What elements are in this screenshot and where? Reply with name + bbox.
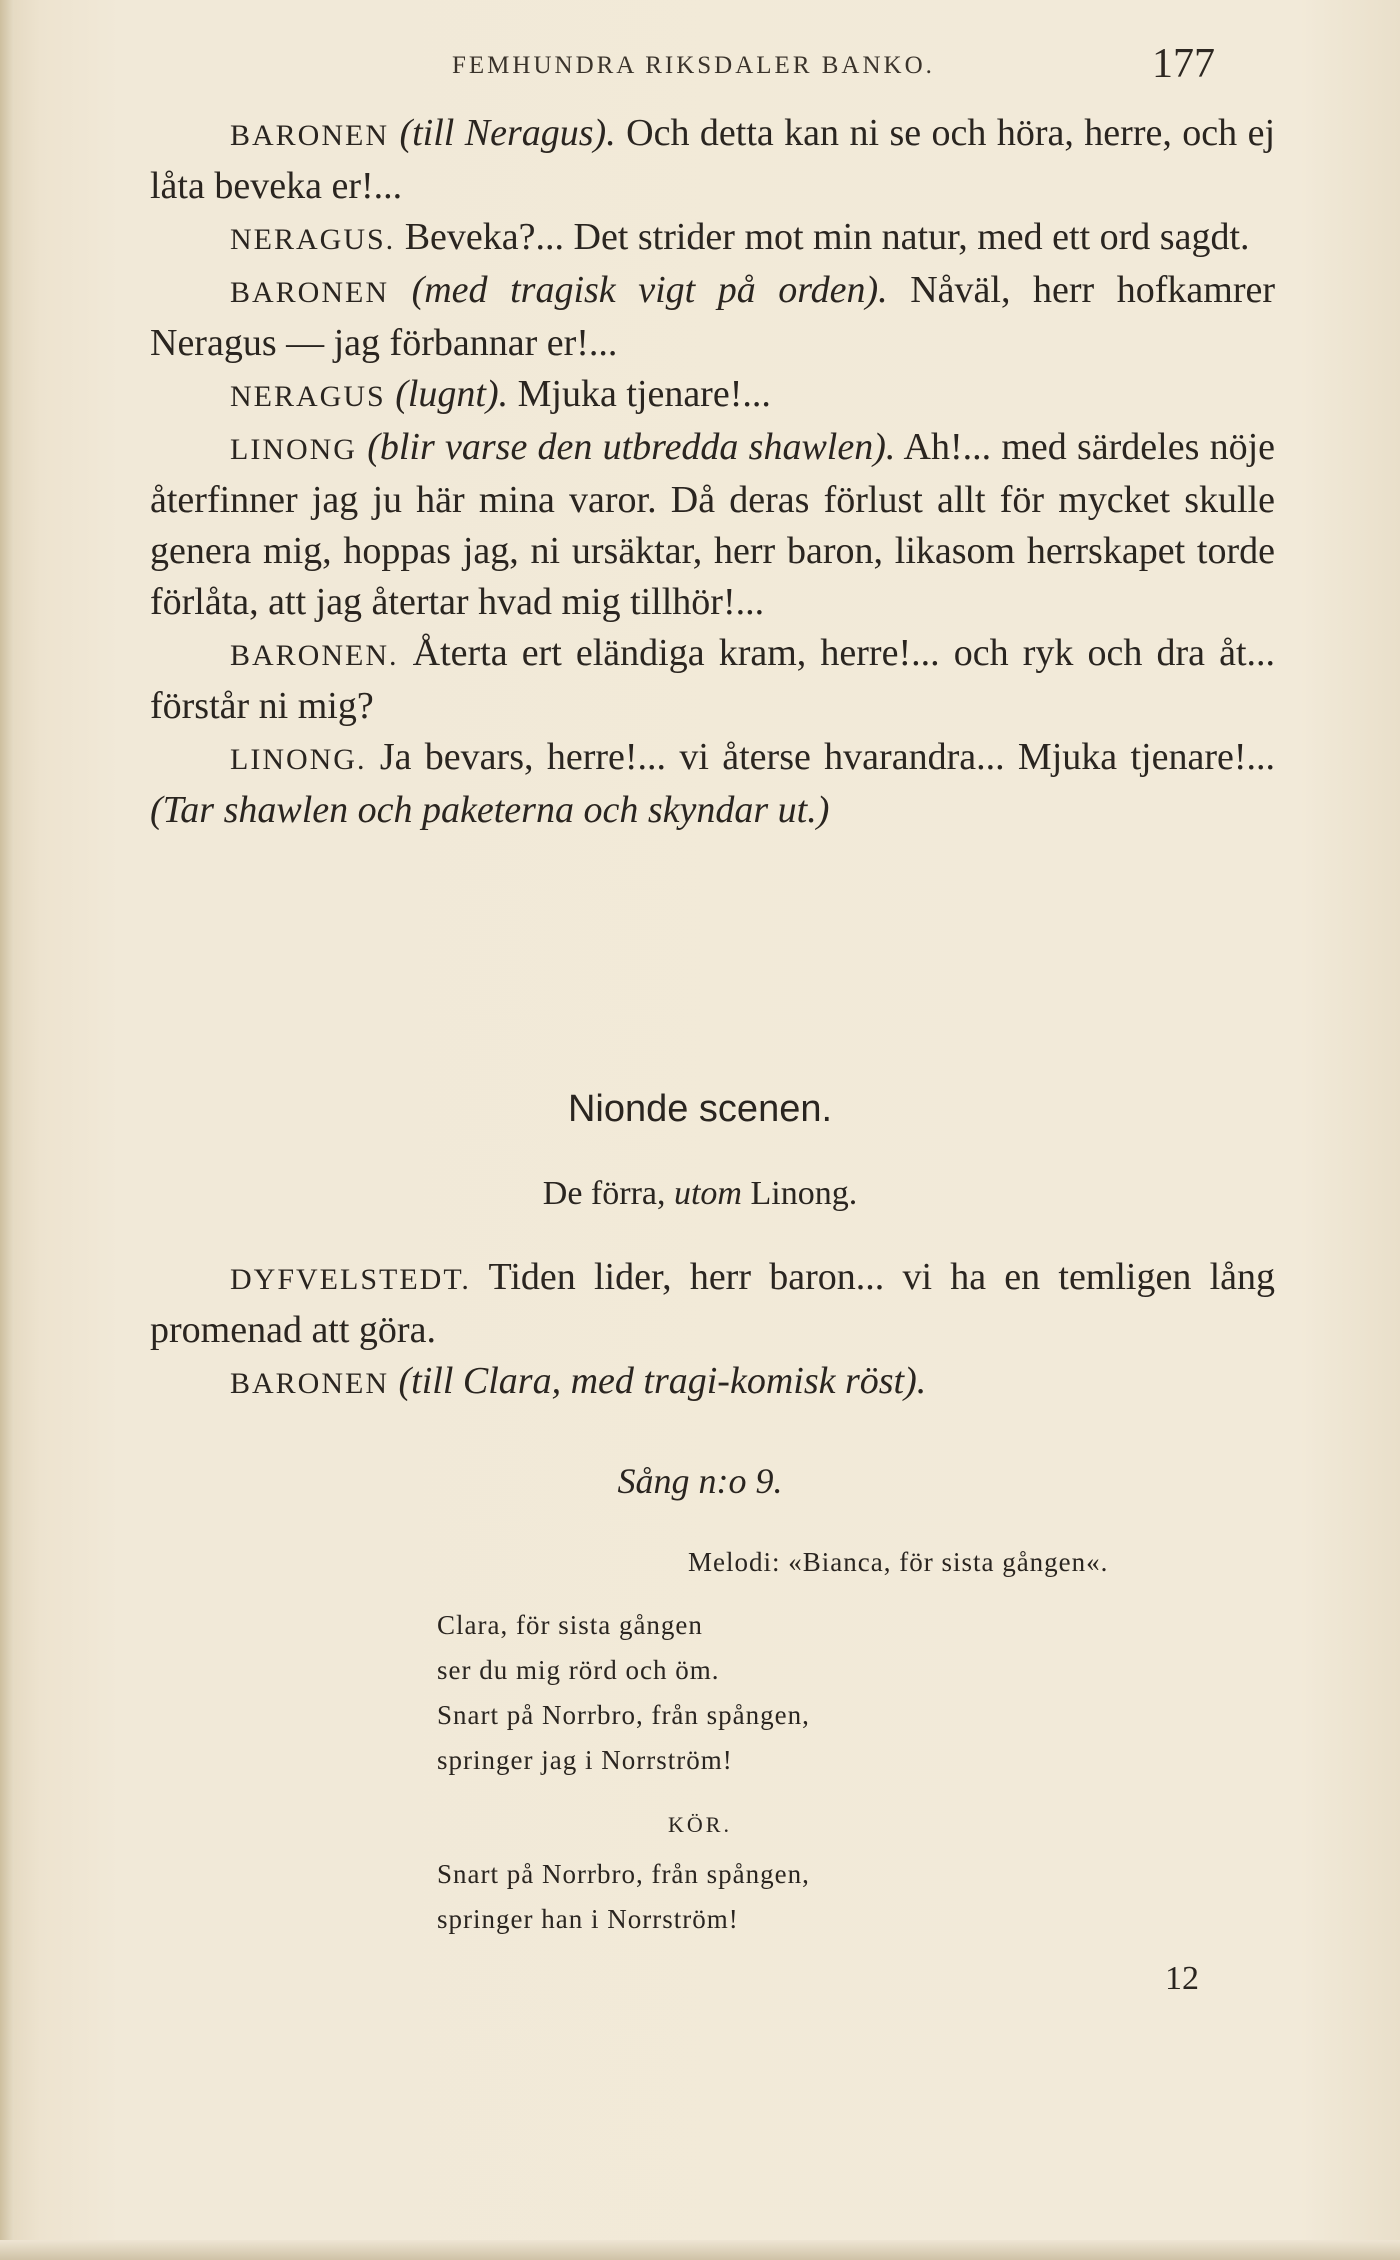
dialogue-text: Mjuka tjenare!... <box>508 373 771 415</box>
dialogue-line <box>150 628 1275 732</box>
verse-line: Clara, för sista gången <box>437 1610 703 1640</box>
dialogue-line <box>150 1252 1275 1356</box>
printer-signature-mark: 12 <box>1165 1960 1199 1997</box>
dialogue-block-b <box>150 1252 1275 1409</box>
speaker-name: LINONG <box>230 433 357 466</box>
song-chorus <box>437 1852 810 1942</box>
dialogue-line <box>150 265 1275 369</box>
dialogue-line <box>150 212 1275 265</box>
chorus-line: Snart på Norrbro, från spången, <box>437 1859 810 1889</box>
dialogue-text: Återta ert eländiga kram, herre!... och ryk och dra åt... förstår ni mig? <box>150 632 1275 727</box>
dialogue-text: Tiden lider, herr baron... vi ha en temligen lång promenad att göra. <box>150 1256 1275 1351</box>
chorus-line: springer han i Norrström! <box>437 1904 739 1934</box>
cast-text-end: Linong. <box>741 1175 858 1212</box>
stage-direction: (blir varse den utbredda shawlen). <box>367 426 896 468</box>
dialogue-text: Och detta kan ni se och höra, herre, och ej låta beveka er!... <box>150 112 1276 207</box>
speaker-name: LINONG. <box>230 743 367 776</box>
running-title: FEMHUNDRA RIKSDALER BANKO. <box>452 52 935 79</box>
dialogue-line <box>150 422 1275 628</box>
speaker-name: NERAGUS. <box>230 223 396 256</box>
verse-line: springer jag i Norrström! <box>437 1745 733 1775</box>
dialogue-text: Ja bevars, herre!... vi återse hvarandra... Mjuka tjenare!... <box>366 736 1275 778</box>
speaker-name: DYFVELSTEDT. <box>230 1263 471 1296</box>
scene-heading: Nionde scenen. <box>567 1088 833 1130</box>
stage-direction: (Tar shawlen och paketerna och skyndar ut.) <box>150 789 830 831</box>
stage-direction: (med tragisk vigt på orden). <box>411 269 888 311</box>
verse-line: ser du mig rörd och öm. <box>437 1655 720 1685</box>
song-verse <box>437 1603 810 1783</box>
dialogue-block-a <box>150 108 1275 836</box>
dialogue-line <box>150 1356 1275 1409</box>
page-bottom-edge <box>0 2240 1400 2260</box>
speaker-name: BARONEN <box>230 276 390 309</box>
speaker-name: BARONEN. <box>230 639 399 672</box>
cast-italic: utom <box>673 1175 742 1212</box>
stage-direction: (till Neragus). <box>399 112 616 154</box>
dialogue-text: Ah!... med särdeles nöje återfinner jag ju här mina varor. Då deras förlust allt för mycket skulle genera mig, hoppas jag, ni ursäktar, herr baron, likasom herrskapet torde förlåta, att jag återtar hvad mig tillhör!... <box>150 426 1276 623</box>
chorus-label: KÖR. <box>668 1812 732 1837</box>
stage-direction: (lugnt). <box>395 373 509 415</box>
dialogue-line <box>150 732 1275 836</box>
speaker-name: BARONEN <box>230 1367 390 1400</box>
dialogue-text: Nåväl, herr hofkamrer Neragus — jag förbannar er!... <box>150 269 1275 364</box>
stage-direction: (till Clara, med tragi-komisk röst). <box>398 1360 927 1402</box>
page-number: 177 <box>1152 41 1215 87</box>
cast-text: De förra, <box>542 1175 674 1212</box>
verse-line: Snart på Norrbro, från spången, <box>437 1700 810 1730</box>
speaker-name: NERAGUS <box>230 380 386 413</box>
speaker-name: BARONEN <box>230 119 390 152</box>
dialogue-line <box>150 108 1275 212</box>
scene-cast <box>0 1175 1400 1213</box>
song-melody: Melodi: «Bianca, för sista gången«. <box>688 1547 1109 1577</box>
song-title: Sång n:o 9. <box>617 1461 783 1501</box>
dialogue-text: Beveka?... Det strider mot min natur, med ett ord sagdt. <box>395 216 1250 258</box>
dialogue-line <box>150 369 1275 422</box>
